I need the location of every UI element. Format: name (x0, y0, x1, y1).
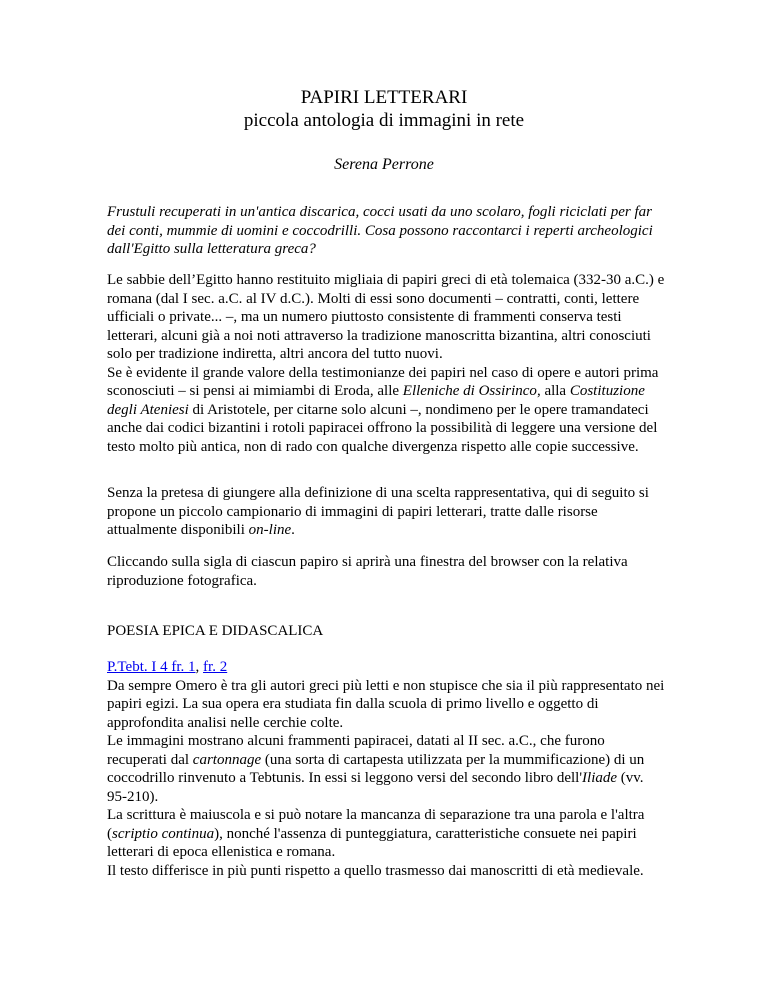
entry-text-3: La scrittura è maiuscola e si può notare la mancanza di separazione tra una parola e l'altra (scriptio continua), nonché l'assenza di punteggiatura, caratteristiche consuete nei papiri letterari di epoca ellenistica e romana. (107, 807, 645, 860)
entry-text-2: Le immagini mostrano alcuni frammenti papiracei, datati al II sec. a.C., che furono recuperati dal cartonnage (una sorta di cartapesta utilizzata per la mummificazione) di un coccodrillo rinvenuto a Tebtunis. In essi si leggono versi del secondo libro dell'Iliade (vv. 95-210). (107, 733, 645, 805)
author-name: Serena Perrone (334, 156, 434, 173)
intro-text-1: Le sabbie dell’Egitto hanno restituito migliaia di papiri greci di età tolemaica (332-30 a.C.) e romana (dal I sec. a.C. al IV d.C.). Molti di essi sono documenti – contratti, conti, lettere ufficiali o private... –, ma un numero piuttosto consistente di frammenti conserva testi letterari, alcuni già a noi noti attraverso la tradizione manoscritta bizantina, altri conosciuti solo per tradizione indiretta, altri ancora del tutto nuovi. (107, 272, 665, 362)
intro-text-1b: Se è evidente il grande valore della testimonianze dei papiri nel caso di opere e autori prima sconosciuti – si pensi ai mimiambi di Eroda, alle Elleniche di Ossirinco, alla Costituzione degli Ateniesi di Aristotele, per citarne solo alcuni –, nondimeno per le opere tramandateci anche dai codici bizantini i rotoli papiracei offrono la possibilità di leggere una versione del testo molto più antica, non di rado con qualche divergenza rispetto alle copie successive. (107, 364, 659, 455)
document-subtitle: piccola antologia di immagini in rete (243, 110, 525, 131)
intro-paragraph-3: Cliccando sulla sigla di ciascun papiro si aprirà una finestra del browser con la relativa riproduzione fotografica. (107, 554, 628, 589)
abstract-paragraph: Frustuli recuperati in un'antica discarica, cocci usati da uno scolaro, fogli riciclati per far dei conti, mummie di uomini e coccodrilli. Cosa possono raccontarci i reperti archeologici dall'Egitto sulla letteratura greca? (107, 204, 653, 257)
papyrus-link-fr2[interactable]: fr. 2 (203, 659, 228, 675)
entry-text-1: Da sempre Omero è tra gli autori greci più letti e non stupisce che sia il più rappresentato nei papiri egizi. La sua opera era studiata fin dalla scuola di primo livello e oggetto di approfondita analisi nelle cerchie colte. (107, 677, 665, 731)
document-title: PAPIRI LETTERARI (300, 87, 468, 108)
intro-paragraph-1 (107, 271, 667, 456)
papyrus-entry (107, 658, 667, 880)
section-heading: POESIA EPICA E DIDASCALICA (107, 623, 324, 639)
intro-paragraph-2: Senza la pretesa di giungere alla definizione di una scelta rappresentativa, qui di seguito si propone un piccolo campionario di immagini di papiri letterari, tratte dalle risorse attualmente disponibili on-line. (107, 485, 649, 538)
entry-text-4: Il testo differisce in più punti rispetto a quello trasmesso dai manoscritti di età medievale. (107, 862, 644, 879)
papyrus-links: P.Tebt. I 4 fr. 1, fr. 2 (107, 659, 228, 675)
papyrus-link-fr1[interactable]: P.Tebt. I 4 fr. 1 (107, 659, 196, 675)
